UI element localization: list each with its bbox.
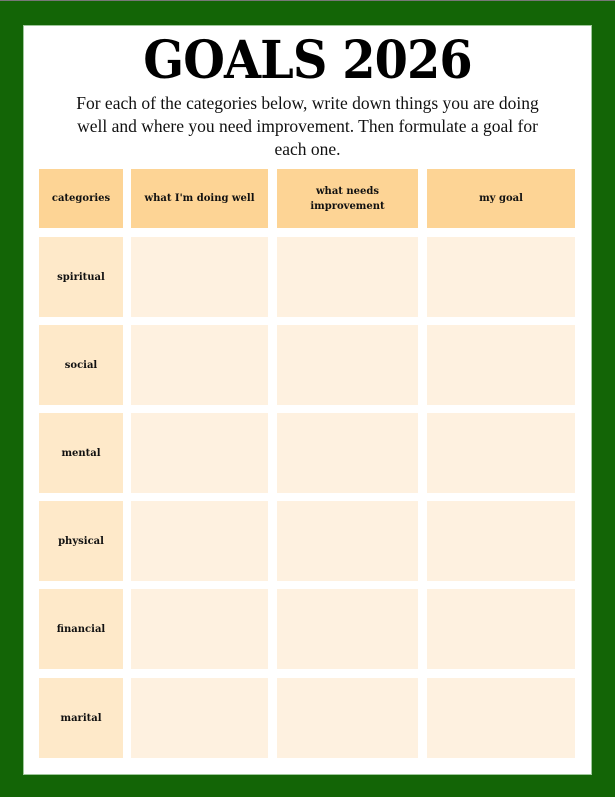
category-cell-social: social <box>39 325 123 405</box>
doing-well-field[interactable] <box>131 237 268 317</box>
doing-well-field[interactable] <box>131 678 268 758</box>
needs-improvement-field[interactable] <box>277 678 418 758</box>
needs-improvement-field[interactable] <box>277 589 418 669</box>
category-cell-mental: mental <box>39 413 123 493</box>
needs-improvement-field[interactable] <box>277 237 418 317</box>
page-title: GOALS 2026 <box>143 30 472 91</box>
doing-well-field[interactable] <box>131 501 268 581</box>
header-doing-well: what I'm doing well <box>131 169 268 228</box>
goal-field[interactable] <box>427 501 575 581</box>
needs-improvement-field[interactable] <box>277 325 418 405</box>
header-categories: categories <box>39 169 123 228</box>
header-needs-improvement: what needs improvement <box>277 169 418 228</box>
header-my-goal: my goal <box>427 169 575 228</box>
goal-field[interactable] <box>427 325 575 405</box>
doing-well-field[interactable] <box>131 413 268 493</box>
category-cell-spiritual: spiritual <box>39 237 123 317</box>
needs-improvement-field[interactable] <box>277 413 418 493</box>
goal-field[interactable] <box>427 413 575 493</box>
category-cell-marital: marital <box>39 678 123 758</box>
goal-field[interactable] <box>427 237 575 317</box>
doing-well-field[interactable] <box>131 325 268 405</box>
doing-well-field[interactable] <box>131 589 268 669</box>
needs-improvement-field[interactable] <box>277 501 418 581</box>
category-cell-financial: financial <box>39 589 123 669</box>
top-edge-line <box>0 0 615 1</box>
goal-field[interactable] <box>427 589 575 669</box>
instructions-text: For each of the categories below, write down things you are doing well and where you need improvement. Then formulate a goal for each one. <box>76 93 539 159</box>
goal-field[interactable] <box>427 678 575 758</box>
category-cell-physical: physical <box>39 501 123 581</box>
